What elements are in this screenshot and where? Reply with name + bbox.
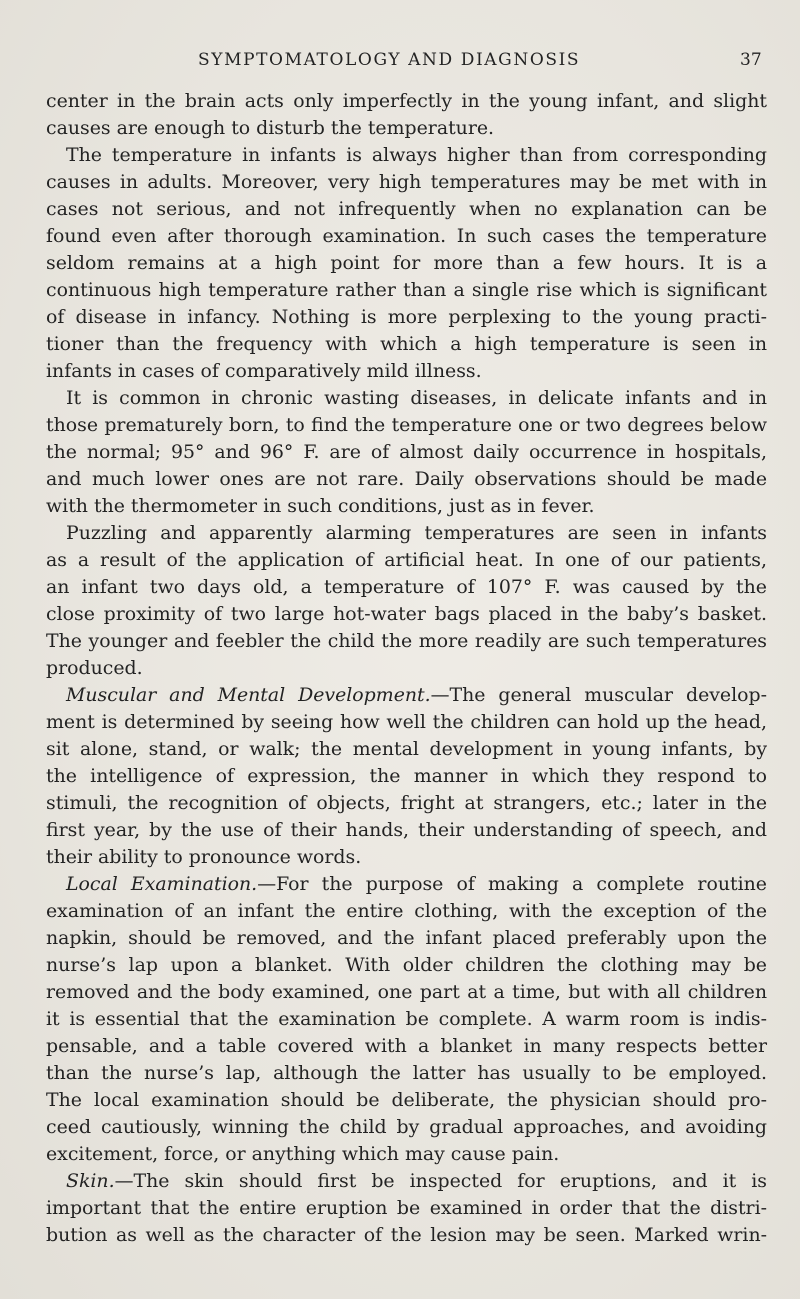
text-line: first year, by the use of their hands, their understanding of speech, and: [46, 819, 767, 841]
text-line: The younger and feebler the child the more readily are such temperatures: [46, 630, 767, 652]
text-line: bution as well as the character of the lesion may be seen. Marked wrin-: [46, 1224, 767, 1246]
text-line: infants in cases of comparatively mild illness.: [46, 360, 482, 382]
text-line: pensable, and a table covered with a blanket in many respects better: [46, 1035, 767, 1057]
text-line: the intelligence of expression, the manner in which they respond to: [46, 765, 767, 787]
text-line: and much lower ones are not rare. Daily observations should be made: [46, 468, 767, 490]
text-line: produced.: [46, 657, 143, 679]
section-heading-line: Local Examination.—For the purpose of making a complete routine: [66, 873, 767, 895]
text-line: causes in adults. Moreover, very high temperatures may be met with in: [46, 171, 767, 193]
text-line: continuous high temperature rather than a single rise which is significant: [46, 279, 767, 301]
text-line: ceed cautiously, winning the child by gradual approaches, and avoiding: [46, 1116, 767, 1138]
text-line: The local examination should be deliberate, the physician should pro-: [46, 1089, 767, 1111]
text-line: an infant two days old, a temperature of 107° F. was caused by the: [46, 576, 767, 598]
section-heading: Muscular and Mental Development.: [66, 684, 431, 706]
text-line: close proximity of two large hot-water bags placed in the baby’s basket.: [46, 603, 767, 625]
text-line: removed and the body examined, one part at a time, but with all children: [46, 981, 767, 1003]
text-line: their ability to pronounce words.: [46, 846, 362, 868]
paragraph-first-line: The temperature in infants is always higher than from corresponding: [66, 144, 767, 166]
text-line: cases not serious, and not infrequently when no explanation can be: [46, 198, 767, 220]
text-line: tioner than the frequency with which a high temperature is seen in: [46, 333, 767, 355]
text-line: seldom remains at a high point for more than a few hours. It is a: [46, 252, 767, 274]
text-line: than the nurse’s lap, although the latter has usually to be employed.: [46, 1062, 767, 1084]
running-head: [0, 50, 800, 72]
text-line: ment is determined by seeing how well the children can hold up the head,: [46, 711, 767, 733]
text-line: napkin, should be removed, and the infant placed preferably upon the: [46, 927, 767, 949]
text-line: important that the entire eruption be examined in order that the distri-: [46, 1197, 767, 1219]
paragraph-first-line: Puzzling and apparently alarming temperatures are seen in infants: [66, 522, 767, 544]
section-heading-line: Skin.—The skin should first be inspected for eruptions, and it is: [66, 1170, 767, 1192]
running-title: SYMPTOMATOLOGY AND DIAGNOSIS: [198, 50, 581, 70]
text-line: excitement, force, or anything which may cause pain.: [46, 1143, 560, 1165]
text-line: sit alone, stand, or walk; the mental development in young infants, by: [46, 738, 767, 760]
text-line: as a result of the application of artificial heat. In one of our patients,: [46, 549, 767, 571]
text-line: stimuli, the recognition of objects, fright at strangers, etc.; later in the: [46, 792, 767, 814]
text-line: examination of an infant the entire clothing, with the exception of the: [46, 900, 767, 922]
text-line: it is essential that the examination be complete. A warm room is indis-: [46, 1008, 767, 1030]
text-line: of disease in infancy. Nothing is more perplexing to the young practi-: [46, 306, 767, 328]
section-heading: Skin.: [66, 1170, 115, 1192]
text-line: causes are enough to disturb the temperature.: [46, 117, 495, 139]
text-line: nurse’s lap upon a blanket. With older children the clothing may be: [46, 954, 767, 976]
text-line: with the thermometer in such conditions, just as in fever.: [46, 495, 595, 517]
text-line: found even after thorough examination. In such cases the temperature: [46, 225, 767, 247]
section-heading: Local Examination.: [66, 873, 258, 895]
section-heading-line: Muscular and Mental Development.—The general muscular develop-: [66, 684, 767, 706]
text-line: those prematurely born, to find the temperature one or two degrees below: [46, 414, 767, 436]
text-line: center in the brain acts only imperfectly in the young infant, and slight: [46, 90, 767, 112]
text-line: the normal; 95° and 96° F. are of almost daily occurrence in hospitals,: [46, 441, 767, 463]
paragraph-first-line: It is common in chronic wasting diseases, in delicate infants and in: [66, 387, 767, 409]
page-number: 37: [740, 50, 762, 70]
